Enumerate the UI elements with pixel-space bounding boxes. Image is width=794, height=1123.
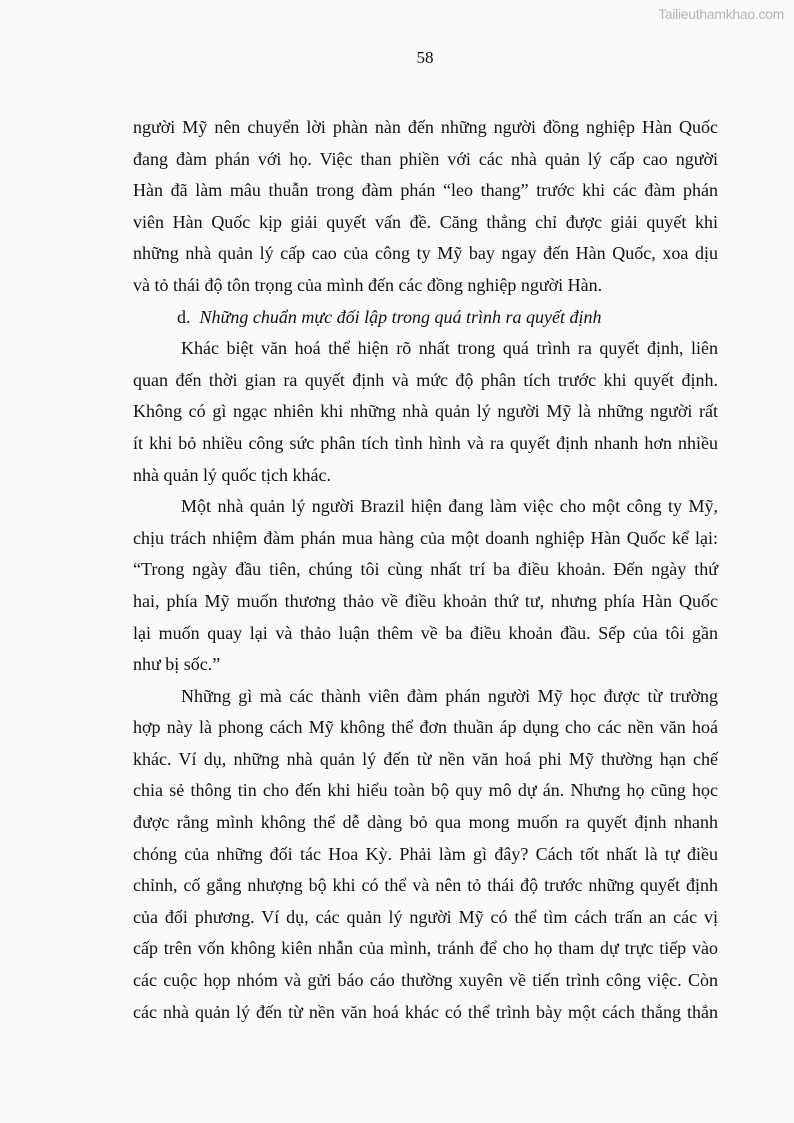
- text-line: đang đàm phán với họ. Việc than phiền với các nhà quản lý cấp cao người: [133, 148, 718, 169]
- text-line: và tỏ thái độ tôn trọng của mình đến các đồng nghiệp người Hàn.: [133, 274, 603, 295]
- text-line: khác. Ví dụ, những nhà quản lý đến từ nền văn hoá phi Mỹ thường hạn chế: [133, 748, 718, 769]
- paragraph: [133, 112, 718, 302]
- text-line: các nhà quản lý đến từ nền văn hoá khác có thể trình bày một cách thẳng thắn: [133, 1001, 718, 1022]
- paragraph: [133, 491, 718, 681]
- text-line: Khác biệt văn hoá thể hiện rõ nhất trong quá trình ra quyết định, liên: [181, 338, 718, 359]
- text-line: Hàn đã làm mâu thuẫn trong đàm phán “leo thang” trước khi các đàm phán: [133, 180, 718, 201]
- text-line: viên Hàn Quốc kịp giải quyết vấn đề. Căng thẳng chỉ được giải quyết khi: [133, 211, 718, 232]
- paragraph: [133, 333, 718, 491]
- text-line: lại muốn quay lại và thảo luận thêm về ba điều khoản đầu. Sếp của tôi gần: [133, 622, 718, 643]
- text-line: chóng của những đối tác Hoa Kỳ. Phải làm gì đây? Cách tốt nhất là tự điều: [133, 843, 718, 864]
- text-line: cấp trên vốn không kiên nhẫn của mình, tránh để cho họ tham dự trực tiếp vào: [133, 938, 718, 959]
- text-line: chịu trách nhiệm đàm phán mua hàng của một doanh nghiệp Hàn Quốc kể lại:: [133, 527, 718, 548]
- section-heading: [133, 302, 718, 334]
- paragraph: [133, 681, 718, 1029]
- heading-marker: d.: [177, 306, 191, 327]
- text-line: Không có gì ngạc nhiên khi những nhà quản lý người Mỹ là những người rất: [133, 401, 718, 422]
- document-body: [133, 112, 718, 1028]
- text-line: ít khi bỏ nhiều công sức phân tích tình hình và ra quyết định nhanh hơn nhiều: [133, 432, 718, 453]
- text-line: hai, phía Mỹ muốn thương thảo về điều khoản thứ tư, nhưng phía Hàn Quốc: [133, 590, 718, 611]
- text-line: những nhà quản lý cấp cao của công ty Mỹ bay ngay đến Hàn Quốc, xoa dịu: [133, 243, 718, 264]
- text-line: được rằng mình không thể dễ dàng bỏ qua mong muốn ra quyết định nhanh: [133, 812, 718, 833]
- page-number: 58: [416, 48, 434, 67]
- text-line: Một nhà quản lý người Brazil hiện đang làm việc cho một công ty Mỹ,: [181, 496, 718, 517]
- text-line: hợp này là phong cách Mỹ không thể đơn thuần áp dụng cho các nền văn hoá: [133, 717, 718, 738]
- heading-title: Những chuẩn mực đối lập trong quá trình ra quyết định: [199, 306, 602, 327]
- heading-line: [133, 302, 718, 334]
- text-line: của đối phương. Ví dụ, các quản lý người Mỹ có thể tìm cách trấn an các vị: [133, 906, 718, 927]
- text-line: “Trong ngày đầu tiên, chúng tôi cùng nhất trí ba điều khoản. Đến ngày thứ: [133, 559, 718, 580]
- text-line: quan đến thời gian ra quyết định và mức độ phân tích trước khi quyết định.: [133, 369, 718, 390]
- text-line: người Mỹ nên chuyển lời phàn nàn đến những người đồng nghiệp Hàn Quốc: [133, 117, 718, 137]
- watermark: Tailieuthamkhao.com: [658, 6, 784, 22]
- text-line: chỉnh, cố gắng nhượng bộ khi có thể và nên tỏ thái độ trước những quyết định: [133, 875, 718, 896]
- text-line: chia sẻ thông tin cho đến khi hiểu toàn bộ quy mô dự án. Nhưng họ cũng học: [133, 780, 718, 801]
- text-line: nhà quản lý quốc tịch khác.: [133, 464, 331, 485]
- text-line: Những gì mà các thành viên đàm phán người Mỹ học được từ trường: [181, 685, 718, 706]
- text-line: như bị sốc.”: [133, 654, 221, 675]
- text-line: các cuộc họp nhóm và gửi báo cáo thường xuyên về tiến trình công việc. Còn: [133, 970, 718, 991]
